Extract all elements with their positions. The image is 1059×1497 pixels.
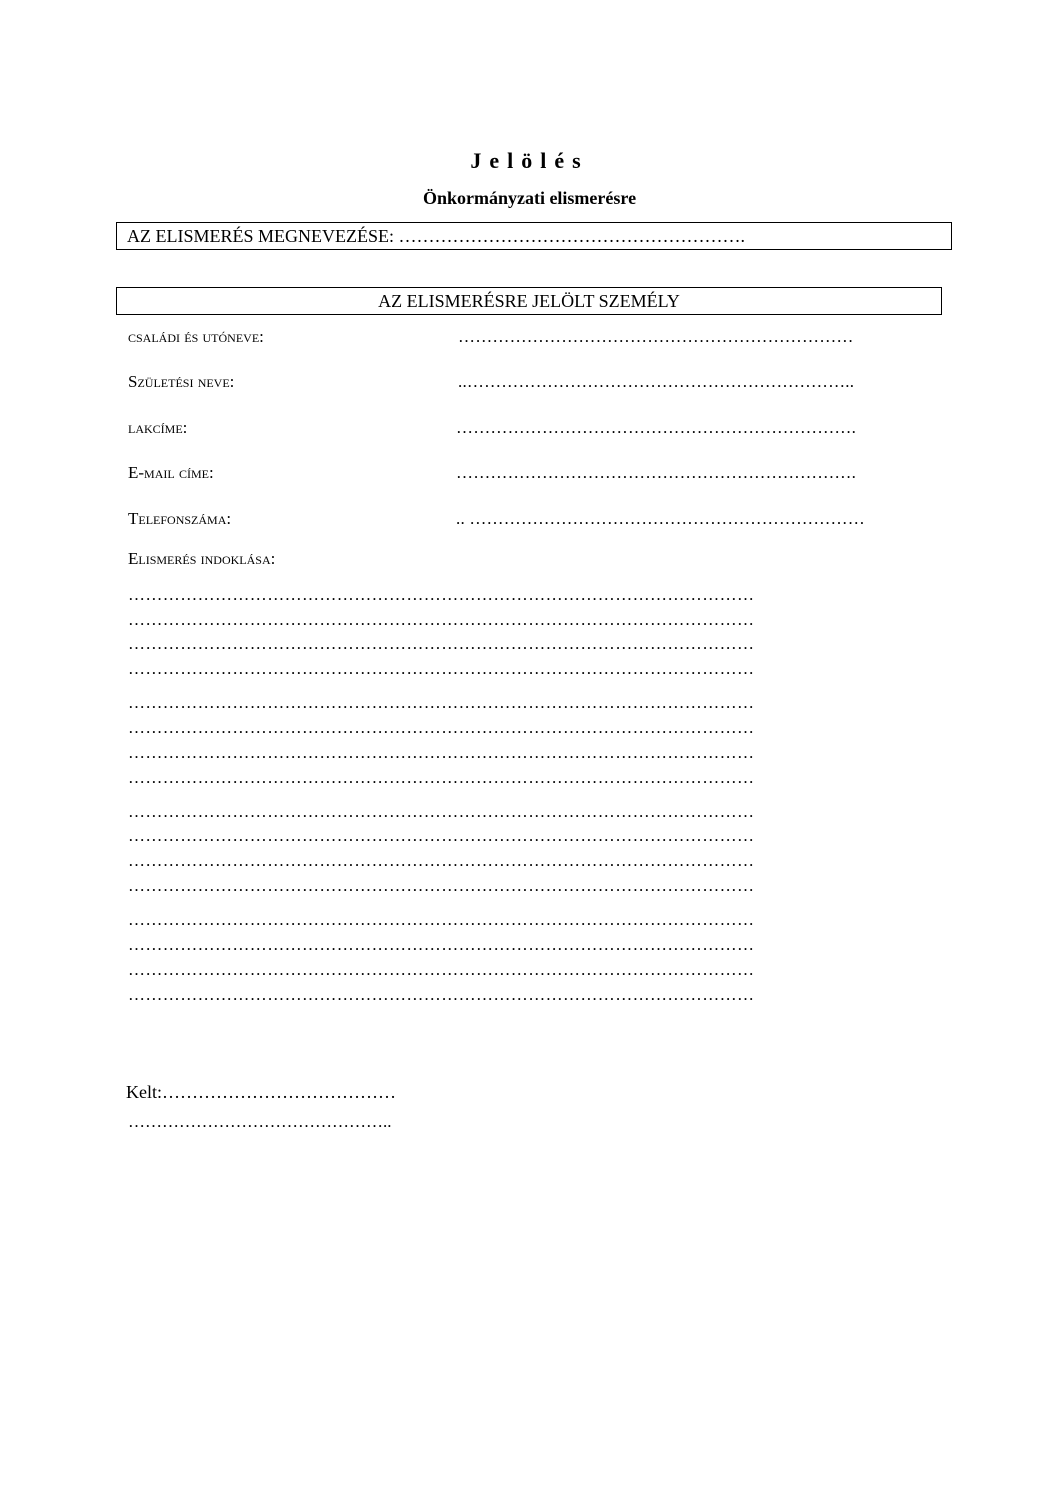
phone-label: Telefonszáma: <box>128 509 232 528</box>
reason-line: ……………………………………………………………………………………………… <box>128 802 755 821</box>
reason-line: ……………………………………………………………………………………………… <box>128 610 755 629</box>
award-name-field: AZ ELISMERÉS MEGNEVEZÉSE: …………………………………………………. <box>116 222 952 250</box>
reason-line: ……………………………………………………………………………………………… <box>128 693 755 712</box>
family-name-blank: …………………………………………………………… <box>458 327 854 346</box>
reason-line: ……………………………………………………………………………………………… <box>128 718 755 737</box>
reason-line: ……………………………………………………………………………………………… <box>128 585 755 604</box>
reason-line: ……………………………………………………………………………………………… <box>128 768 755 787</box>
date-line: Kelt:………………………………… <box>126 1082 396 1102</box>
reason-line: ……………………………………………………………………………………………… <box>128 659 755 678</box>
reason-line: ……………………………………………………………………………………………… <box>128 743 755 762</box>
email-label: E-mail címe: <box>128 463 214 482</box>
reason-line: ……………………………………………………………………………………………… <box>128 851 755 870</box>
reason-label: Elismerés indoklása: <box>128 549 276 568</box>
signature-line: ……………………………………….. <box>128 1112 392 1131</box>
reason-line: ……………………………………………………………………………………………… <box>128 935 755 954</box>
reason-line: ……………………………………………………………………………………………… <box>128 985 755 1004</box>
reason-line: ……………………………………………………………………………………………… <box>128 910 755 929</box>
reason-line: ……………………………………………………………………………………………… <box>128 634 755 653</box>
form-subtitle: Önkormányzati elismerésre <box>422 188 637 208</box>
reason-line: ……………………………………………………………………………………………… <box>128 876 755 895</box>
reason-line: ……………………………………………………………………………………………… <box>128 826 755 845</box>
address-blank: ……………………………………………………………. <box>456 418 857 437</box>
email-blank: ……………………………………………………………. <box>456 463 857 482</box>
family-name-label: családi és utóneve: <box>128 327 264 346</box>
phone-blank: .. …………………………………………………………… <box>456 509 865 528</box>
form-title: Jelölés <box>470 148 589 173</box>
birth-name-blank: ..………………………………………………………….. <box>458 372 855 391</box>
nominee-section-heading: AZ ELISMERÉSRE JELÖLT SZEMÉLY <box>116 287 942 315</box>
address-label: lakcíme: <box>128 418 188 437</box>
birth-name-label: Születési neve: <box>128 372 235 391</box>
reason-line: ……………………………………………………………………………………………… <box>128 960 755 979</box>
